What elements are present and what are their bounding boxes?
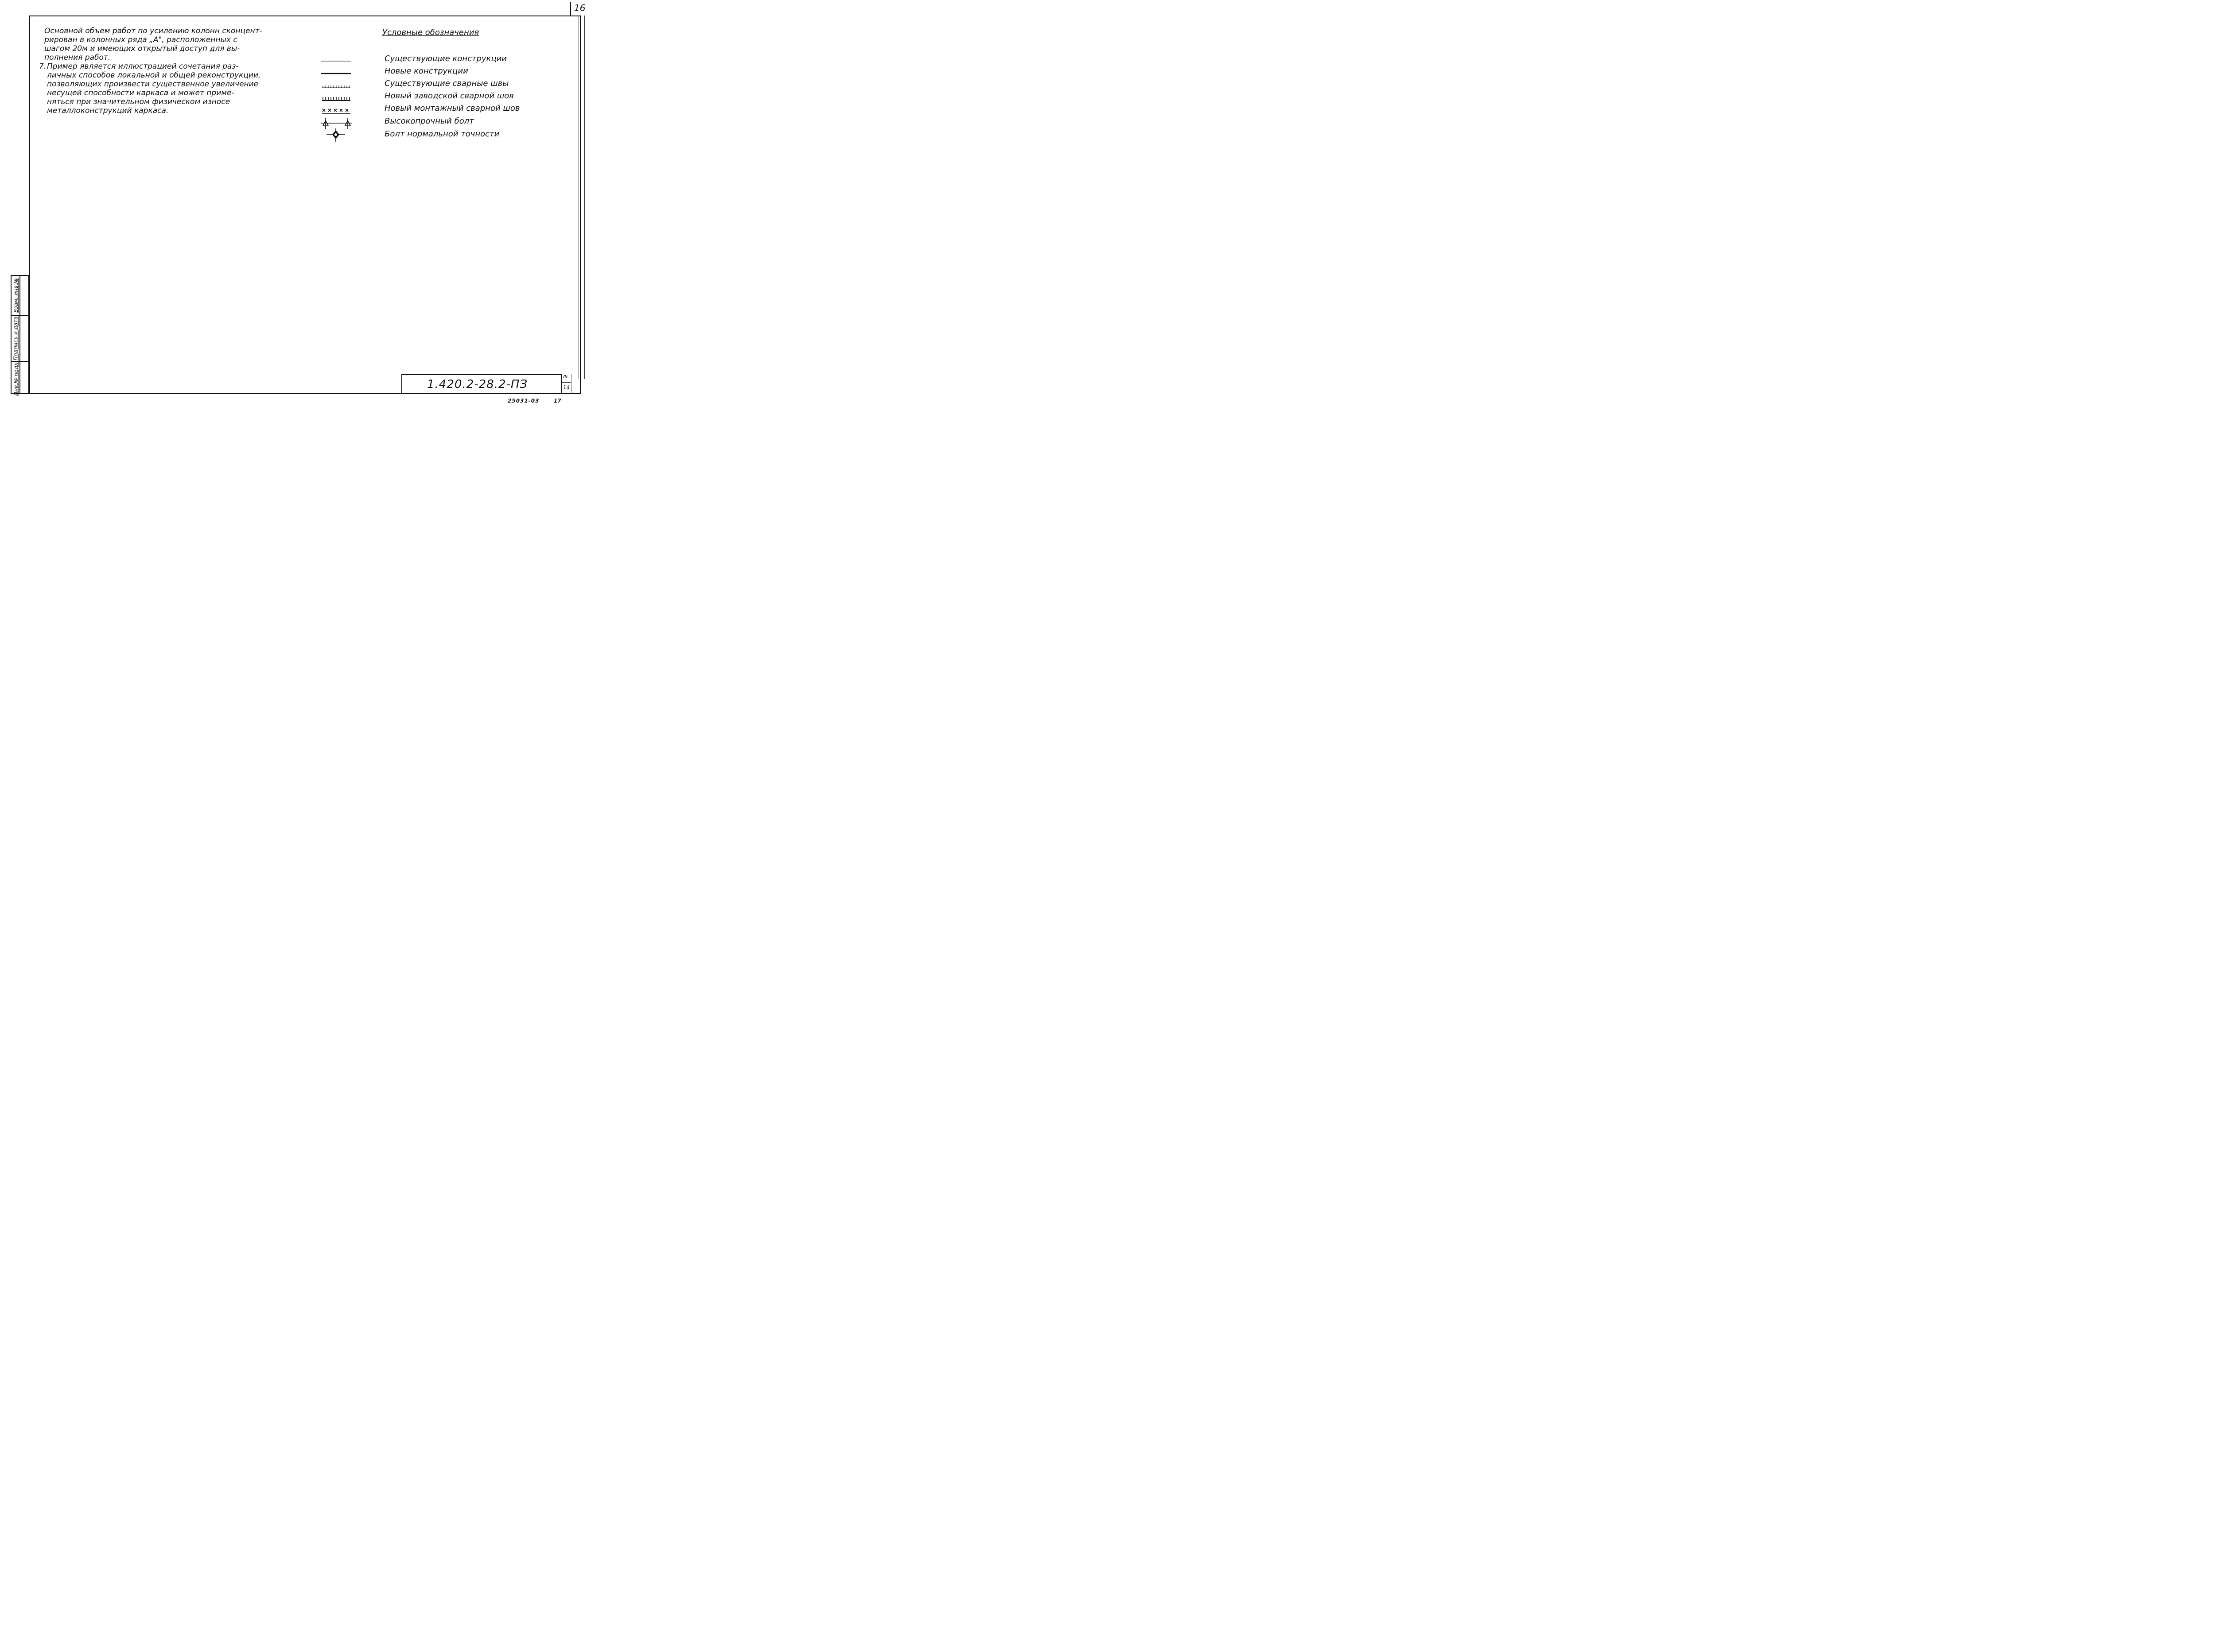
sheet-number: 14: [563, 384, 570, 391]
side-stamp-cell: [12, 362, 20, 395]
legend-title: Условные обозначения: [382, 28, 479, 37]
note-line: полнения работ.: [44, 53, 111, 62]
legend-label-hs-bolt: Высокопрочный болт: [385, 116, 474, 126]
legend-label-new: Новые конструкции: [385, 66, 468, 76]
archive-sub-number: 17: [554, 398, 561, 404]
note-line: Пример является иллюстрацией сочетания раз-: [47, 62, 239, 71]
note-item-7-text: [47, 62, 260, 115]
factory-weld-symbol: [321, 93, 352, 104]
side-stamp-cell: [12, 316, 20, 361]
document-code: 1.420.2-28.2-ПЗ: [427, 378, 528, 391]
normal-bolt-symbol: [321, 128, 352, 143]
thick-line-symbol: [321, 68, 352, 79]
field-weld-symbol: [321, 105, 352, 116]
note-line: шагом 20м и имеющих открытый доступ для вы-: [44, 44, 240, 53]
side-stamp: [11, 275, 29, 394]
note-line: няться при значительном физическом износе: [47, 97, 230, 106]
notes-block: [39, 27, 292, 115]
legend-label-normal-bolt: Болт нормальной точности: [385, 129, 500, 139]
page-number: 16: [574, 3, 586, 13]
thin-line-symbol: [321, 55, 352, 67]
legend-label-field-weld: Новый монтажный сварной шов: [385, 104, 520, 113]
side-stamp-label-signature: Подпись и дата: [13, 316, 19, 361]
legend-label-existing-weld: Существующие сварные швы: [385, 79, 509, 88]
note-line: металлоконструкций каркаса.: [47, 106, 169, 115]
right-edge-strip: [579, 16, 585, 379]
sheet-label: Лс: [563, 375, 569, 380]
note-line: личных способов локальной и общей реконструкции,: [47, 71, 261, 80]
archive-code: 25031-03: [508, 398, 540, 404]
note-number: 7.: [39, 62, 47, 71]
legend-label-factory-weld: Новый заводской сварной шов: [385, 91, 514, 101]
note-line: Основной объем работ по усилению колонн сконцент-: [44, 27, 262, 35]
existing-weld-symbol: [321, 80, 352, 92]
note-line: позволяющих произвести существенное увеличение: [47, 80, 259, 89]
note-item-7: [39, 62, 292, 115]
note-line: рирован в колонных ряда „А", расположенных с: [44, 35, 237, 44]
side-stamp-cell: [12, 276, 20, 315]
note-line: несущей способности каркаса и может приме-: [47, 89, 234, 97]
side-stamp-label-inventory: Инв.№ подл.: [13, 361, 19, 396]
legend-label-existing: Существующие конструкции: [385, 54, 507, 63]
side-stamp-label-replaced: Взам. инв.№: [13, 278, 19, 313]
